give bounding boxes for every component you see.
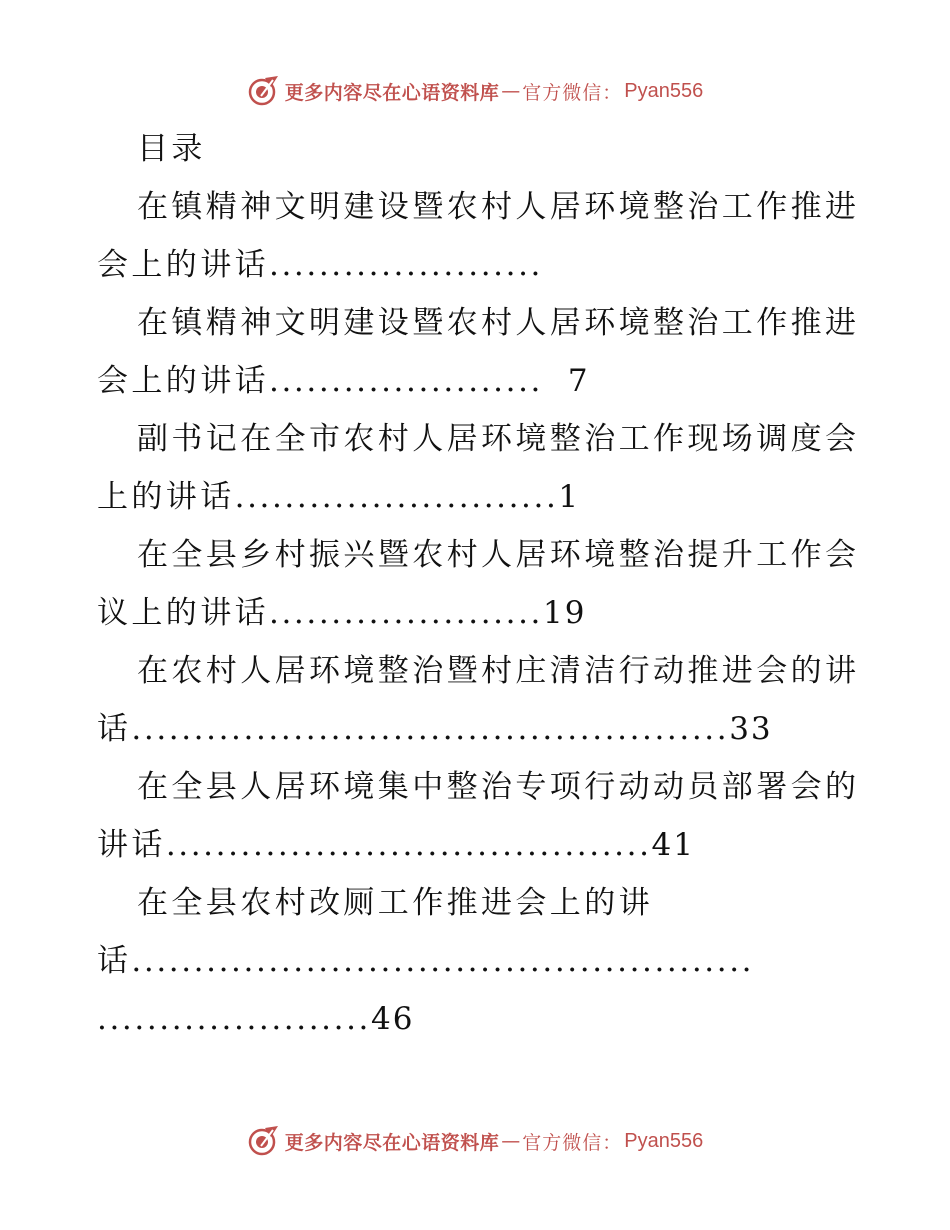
toc-entry-title: 在农村人居环境整治暨村庄清洁行动推进会的讲: [137, 653, 860, 689]
toc-leader-dots: ......................: [269, 363, 568, 399]
toc-page-number: 46: [371, 1001, 415, 1037]
toc-document: [97, 120, 860, 1048]
toc-entry[interactable]: [97, 642, 860, 758]
toc-leader-dots: .......................................: [165, 827, 652, 863]
banner-wechat-label: 官方微信：: [522, 81, 623, 104]
toc-entry-title-end: 议上的讲话: [97, 595, 269, 631]
toc-leader-dots: ..................................................: [131, 943, 755, 979]
toc-entry-title-cont: [97, 816, 857, 874]
toc-entry[interactable]: [97, 294, 860, 410]
pen-logo-icon: [247, 74, 281, 108]
toc-page-number: 33: [729, 711, 773, 747]
toc-entry-title: 副书记在全市农村人居环境整治工作现场调度会: [137, 421, 860, 457]
toc-entry[interactable]: [97, 874, 857, 1048]
header-banner: [0, 71, 950, 111]
banner-wechat-id: Pyan556: [624, 79, 704, 102]
toc-entry[interactable]: [97, 178, 860, 294]
toc-page-number: 41: [651, 827, 695, 863]
toc-entry-title-cont: [97, 990, 857, 1048]
toc-entry-title-end: 讲话: [97, 827, 166, 863]
toc-entry[interactable]: [97, 526, 860, 642]
toc-entry-title-cont: [97, 700, 857, 758]
toc-leader-dots: ................................................: [131, 711, 730, 747]
pen-logo-icon: [247, 1124, 281, 1158]
toc-entry-title-end: 会上的讲话: [97, 247, 269, 283]
toc-entry-title: 在全县乡村振兴暨农村人居环境整治提升工作会: [137, 537, 860, 573]
toc-entry[interactable]: [97, 758, 860, 874]
toc-page-number: 7: [567, 363, 590, 399]
footer-banner: [0, 1121, 950, 1161]
banner-text: 更多内容尽在心语资料库: [284, 1131, 500, 1154]
banner-dash: —: [501, 1130, 521, 1152]
toc-page-number: 19: [543, 595, 587, 631]
toc-entry-title-cont: [97, 236, 857, 294]
banner-wechat-label: 官方微信：: [522, 1131, 623, 1154]
toc-leader-dots: ......................: [269, 247, 543, 283]
toc-page-number: 1: [558, 479, 581, 515]
toc-leader-dots: ......................: [97, 1001, 371, 1037]
toc-entry-title: 在镇精神文明建设暨农村人居环境整治工作推进: [137, 189, 860, 225]
banner-wechat-id: Pyan556: [624, 1129, 704, 1152]
toc-entry-title-end: 话: [97, 711, 132, 747]
toc-entry-title-cont: [97, 468, 857, 526]
toc-entry-title-end: 话: [97, 943, 132, 979]
toc-heading: 目录: [137, 131, 206, 167]
toc-entry-title: 在全县人居环境集中整治专项行动动员部署会的: [137, 769, 860, 805]
toc-entry-title-cont: [97, 352, 857, 410]
banner-dash: —: [501, 80, 521, 102]
toc-leader-dots: ..........................: [234, 479, 559, 515]
toc-entry-title-cont: [97, 584, 857, 642]
banner-text: 更多内容尽在心语资料库: [284, 81, 500, 104]
toc-entry-title: 在镇精神文明建设暨农村人居环境整治工作推进: [137, 305, 860, 341]
toc-entry-title-end: 上的讲话: [97, 479, 235, 515]
toc-leader-dots: ......................: [269, 595, 543, 631]
toc-entry-title-cont: [97, 932, 857, 990]
toc-entry-title: 在全县农村改厕工作推进会上的讲: [137, 885, 653, 921]
toc-entry[interactable]: [97, 410, 860, 526]
toc-entry-title-end: 会上的讲话: [97, 363, 269, 399]
